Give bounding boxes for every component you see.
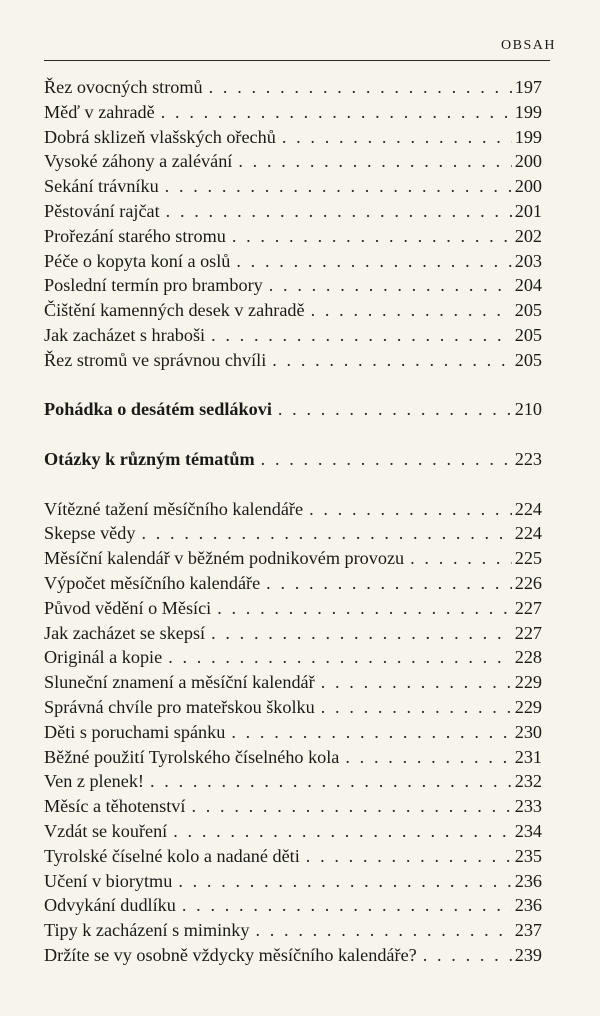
toc-entry-page: 227 [514, 597, 542, 618]
toc-entry-page: 202 [514, 225, 542, 246]
toc-entry-page: 225 [514, 548, 542, 569]
toc-entry-title: Jak zacházet s hraboši [44, 324, 206, 345]
toc-entry-page: 233 [514, 796, 542, 817]
toc-leader-dots [321, 670, 512, 695]
toc-entry [44, 869, 542, 894]
toc-entry [44, 670, 542, 695]
toc-leader-dots [211, 323, 512, 348]
toc-entry-page: 223 [514, 448, 542, 469]
toc-entry-title: Čištění kamenných desek v zahradě [44, 300, 305, 321]
toc-entry-title: Jak zacházet se skepsí [44, 622, 206, 643]
toc-leader-dots [423, 943, 512, 968]
toc-leader-dots [269, 273, 512, 298]
toc-entry-page: 199 [514, 126, 542, 147]
toc-section-entry [44, 397, 542, 422]
toc-entry-page: 227 [514, 622, 542, 643]
toc-leader-dots [266, 571, 512, 596]
toc-leader-dots [165, 174, 512, 199]
toc-entry-page: 229 [514, 672, 542, 693]
toc-leader-dots [272, 348, 511, 373]
toc-entry [44, 918, 542, 943]
toc-entry-page: 197 [514, 77, 542, 97]
toc-entry-title: Děti s poruchami spánku [44, 721, 226, 742]
running-header: OBSAH [501, 38, 556, 53]
toc-entry-page: 200 [514, 151, 542, 172]
table-of-contents [44, 75, 542, 968]
toc-entry [44, 298, 542, 323]
toc-entry-title: Ven z plenek! [44, 771, 144, 792]
toc-entry-title: Sluneční znamení a měsíční kalendář [44, 672, 315, 693]
toc-entry-page: 229 [514, 696, 542, 717]
toc-entry-page: 204 [514, 275, 542, 296]
toc-entry-title: Prořezání starého stromu [44, 225, 226, 246]
toc-entry-title: Řez ovocných stromů [44, 77, 203, 97]
toc-entry [44, 199, 542, 224]
toc-entry [44, 645, 542, 670]
toc-section-entry [44, 447, 542, 472]
toc-entry-page: 234 [514, 820, 542, 841]
toc-entry-page: 224 [514, 523, 542, 544]
toc-leader-dots [168, 645, 512, 670]
toc-leader-dots [321, 695, 512, 720]
toc-entry-page: 228 [514, 647, 542, 668]
toc-entry [44, 546, 542, 571]
toc-leader-dots [231, 720, 511, 745]
toc-leader-dots [278, 397, 512, 422]
toc-entry-title: Běžné použití Tyrolského číselného kola [44, 746, 340, 767]
toc-entry [44, 323, 542, 348]
toc-entry-page: 231 [514, 746, 542, 767]
toc-leader-dots [209, 75, 512, 100]
toc-entry-title: Tyrolské číselné kolo a nadané děti [44, 845, 300, 866]
toc-entry [44, 943, 542, 968]
toc-entry-title: Měsíc a těhotenství [44, 796, 186, 817]
toc-leader-dots [217, 596, 512, 621]
toc-entry-title: Dobrá sklizeň vlašských ořechů [44, 126, 276, 147]
toc-entry [44, 125, 542, 150]
toc-group-garden [44, 75, 542, 373]
toc-entry [44, 893, 542, 918]
toc-leader-dots [173, 819, 511, 844]
toc-entry [44, 794, 542, 819]
toc-entry-page: 235 [514, 845, 542, 866]
toc-entry [44, 273, 542, 298]
toc-entry [44, 348, 542, 373]
toc-entry-title: Pohádka o desátém sedlákovi [44, 399, 272, 420]
toc-leader-dots [261, 447, 512, 472]
toc-entry-page: 239 [514, 944, 542, 965]
toc-entry-title: Učení v biorytmu [44, 870, 173, 891]
toc-leader-dots [345, 745, 511, 770]
toc-entry [44, 174, 542, 199]
toc-entry [44, 844, 542, 869]
toc-leader-dots [309, 497, 512, 522]
toc-entry [44, 75, 542, 100]
toc-entry-title: Držíte se vy osobně vždycky měsíčního kalendáře? [44, 944, 417, 965]
toc-entry-page: 230 [514, 721, 542, 742]
toc-entry-title: Péče o kopyta koní a oslů [44, 250, 231, 271]
toc-entry-title: Vítězné tažení měsíčního kalendáře [44, 498, 304, 519]
toc-group-questions [44, 497, 542, 968]
toc-entry-title: Měsíční kalendář v běžném podnikovém provozu [44, 548, 405, 569]
toc-entry-title: Poslední termín pro brambory [44, 275, 263, 296]
toc-entry [44, 621, 542, 646]
toc-entry [44, 745, 542, 770]
toc-leader-dots [238, 149, 511, 174]
toc-entry-page: 210 [514, 399, 542, 420]
toc-entry [44, 819, 542, 844]
toc-leader-dots [182, 893, 512, 918]
toc-entry-title: Výpočet měsíčního kalendáře [44, 572, 261, 593]
toc-entry-page: 205 [514, 300, 542, 321]
toc-entry [44, 769, 542, 794]
toc-leader-dots [311, 298, 512, 323]
toc-entry-title: Řez stromů ve správnou chvíli [44, 349, 267, 370]
toc-entry [44, 596, 542, 621]
toc-entry [44, 571, 542, 596]
toc-leader-dots [211, 621, 512, 646]
toc-entry-title: Sekání trávníku [44, 176, 159, 197]
toc-leader-dots [236, 249, 511, 274]
toc-entry-page: 205 [514, 349, 542, 370]
toc-leader-dots [166, 199, 512, 224]
toc-leader-dots [255, 918, 511, 943]
toc-entry-title: Správná chvíle pro mateřskou školku [44, 696, 315, 717]
toc-entry-title: Původ vědění o Měsíci [44, 597, 212, 618]
toc-entry [44, 249, 542, 274]
toc-entry-page: 236 [514, 895, 542, 916]
toc-leader-dots [282, 125, 512, 150]
toc-leader-dots [306, 844, 512, 869]
toc-entry-title: Vysoké záhony a zalévání [44, 151, 233, 172]
toc-entry [44, 100, 542, 125]
toc-leader-dots [178, 869, 511, 894]
toc-entry [44, 149, 542, 174]
toc-entry-title: Pěstování rajčat [44, 200, 160, 221]
toc-spacer [44, 422, 542, 447]
toc-entry [44, 497, 542, 522]
toc-entry-page: 226 [514, 572, 542, 593]
toc-entry-page: 236 [514, 870, 542, 891]
toc-entry-page: 205 [514, 324, 542, 345]
toc-entry-page: 199 [514, 101, 542, 122]
toc-entry-title: Měď v zahradě [44, 101, 155, 122]
toc-entry-page: 224 [514, 498, 542, 519]
toc-leader-dots [410, 546, 512, 571]
toc-entry [44, 521, 542, 546]
toc-entry [44, 224, 542, 249]
toc-entry [44, 695, 542, 720]
toc-leader-dots [141, 521, 511, 546]
toc-spacer [44, 472, 542, 497]
toc-entry-title: Otázky k různým tématům [44, 448, 255, 469]
toc-leader-dots [150, 769, 512, 794]
toc-entry-page: 200 [514, 176, 542, 197]
toc-leader-dots [161, 100, 512, 125]
header-rule [44, 60, 550, 61]
toc-entry-page: 203 [514, 250, 542, 271]
toc-entry [44, 720, 542, 745]
toc-entry-page: 237 [514, 920, 542, 941]
toc-entry-title: Skepse vědy [44, 523, 136, 544]
toc-leader-dots [191, 794, 511, 819]
toc-spacer [44, 373, 542, 398]
toc-entry-title: Odvykání dudlíku [44, 895, 176, 916]
toc-entry-title: Vzdát se kouření [44, 820, 168, 841]
toc-entry-page: 201 [514, 200, 542, 221]
toc-leader-dots [232, 224, 512, 249]
toc-entry-title: Originál a kopie [44, 647, 163, 668]
toc-entry-page: 232 [514, 771, 542, 792]
toc-entry-title: Tipy k zacházení s miminky [44, 920, 250, 941]
